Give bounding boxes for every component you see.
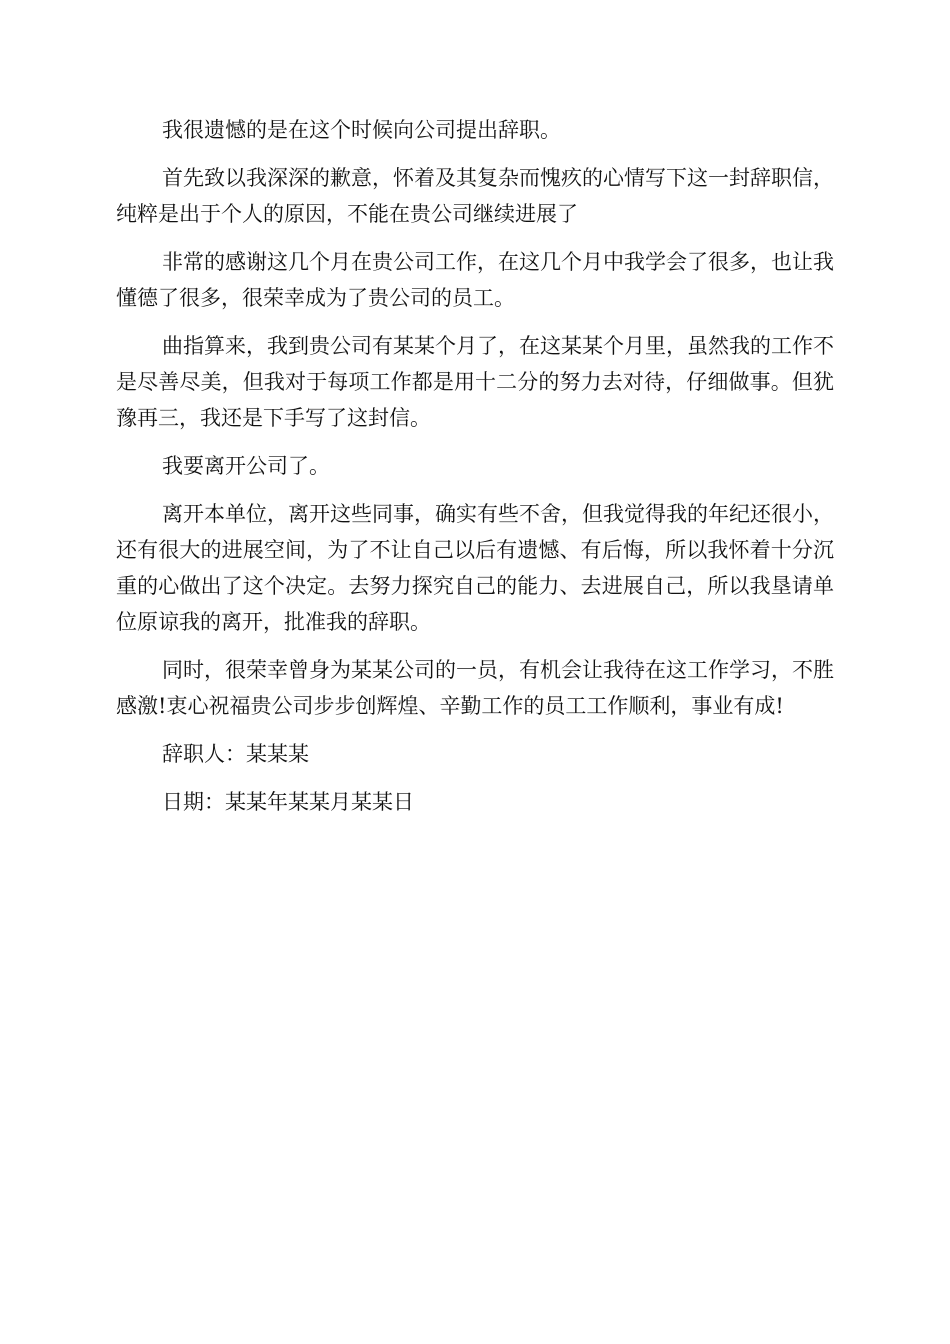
signature-line: 辞职人：某某某: [162, 742, 309, 766]
letter-paragraph: 非常的感谢这几个月在贵公司工作，在这几个月中我学会了很多，也让我懂德了很多，很荣幸成为了贵公司的员工。: [116, 250, 834, 310]
date-line: 日期：某某年某某月某某日: [162, 790, 414, 814]
letter-paragraph: 首先致以我深深的歉意，怀着及其复杂而愧疚的心情写下这一封辞职信，纯粹是出于个人的原因，不能在贵公司继续进展了: [116, 166, 834, 226]
letter-paragraph: 我要离开公司了。: [162, 454, 330, 478]
letter-paragraph: 我很遗憾的是在这个时候向公司提出辞职。: [162, 118, 561, 142]
letter-paragraph: 离开本单位，离开这些同事，确实有些不舍，但我觉得我的年纪还很小，还有很大的进展空间，为了不让自己以后有遗憾、有后悔，所以我怀着十分沉重的心做出了这个决定。去努力探究自己的能力、去进展自己，所以我垦请单位原谅我的离开，批准我的辞职。: [116, 502, 834, 634]
letter-paragraph: 同时，很荣幸曾身为某某公司的一员，有机会让我待在这工作学习，不胜感激!衷心祝福贵公司步步创辉煌、辛勤工作的员工工作顺利，事业有成!: [116, 658, 834, 718]
letter-paragraph: 曲指算来，我到贵公司有某某个月了，在这某某个月里，虽然我的工作不是尽善尽美，但我对于每项工作都是用十二分的努力去对待，仔细做事。但犹豫再三，我还是下手写了这封信。: [116, 334, 834, 430]
letter-body: [116, 112, 834, 832]
